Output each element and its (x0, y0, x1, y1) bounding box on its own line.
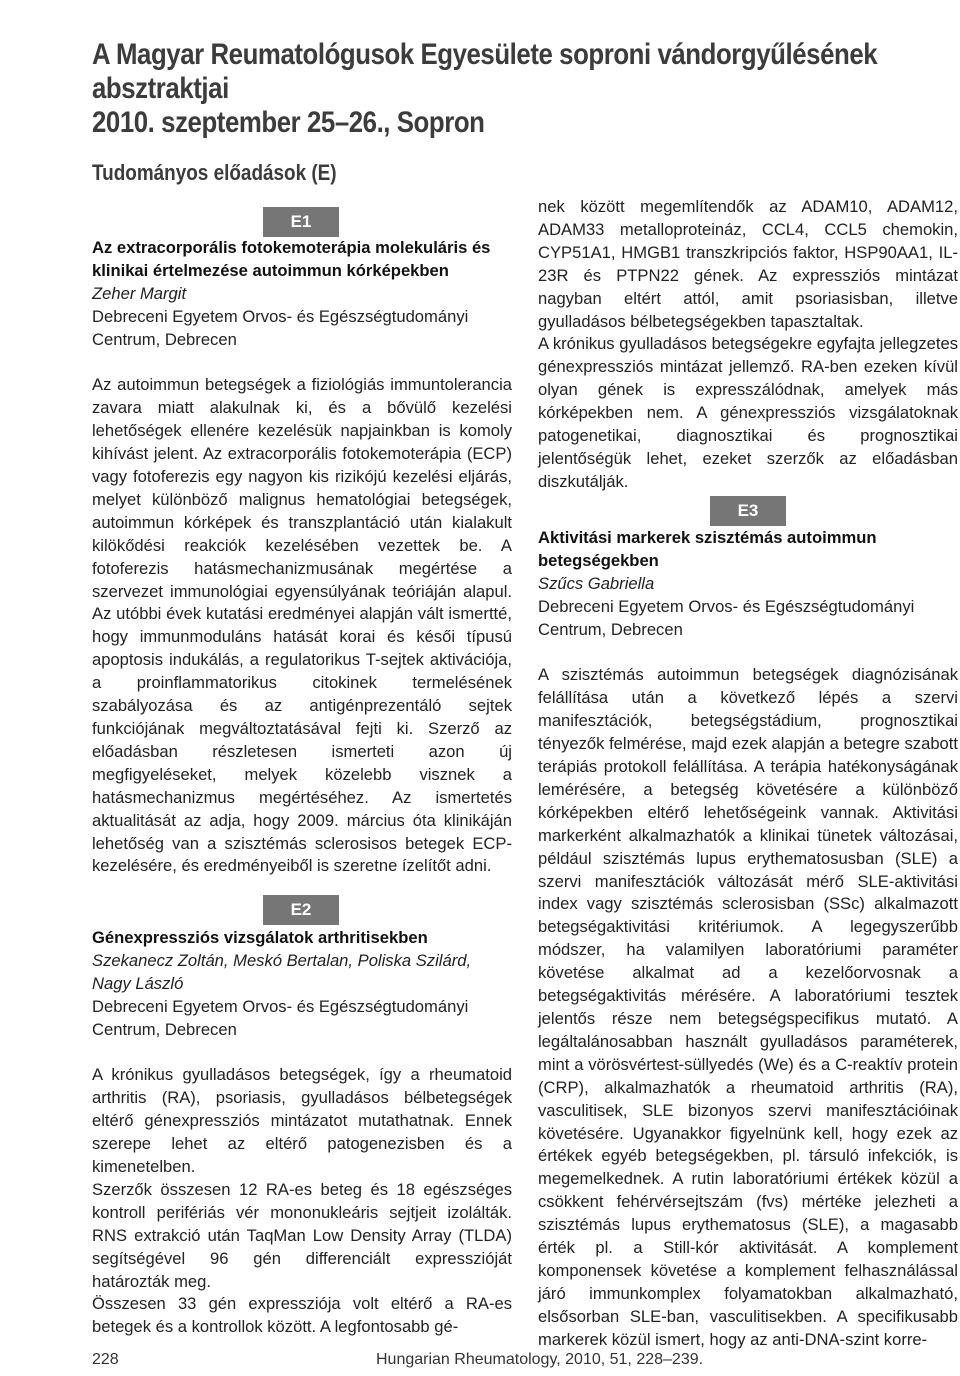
abstract-title: Az extracorporális fotokemoterápia molekuláris és klinikai értelmezése autoimmun kórképekben (92, 238, 491, 280)
header-line-1: A Magyar Reumatológusok Egyesülete soproni vándorgyűlésének (92, 38, 878, 71)
abstract-paragraph: Szerzők összesen 12 RA-es beteg és 18 egészséges kontroll perifériás vér mononukleáris sejtjeit izolálták. RNS extrakció után TaqMan Low Density Array (TLDA) segítségével 96 gén differenciált expresszióját határozták meg. (92, 1179, 512, 1291)
abstract-e2-continued (538, 196, 958, 494)
abstract-badge-e2: E2 (263, 895, 339, 925)
abstract-paragraph: Összesen 33 gén expressziója volt eltérő a RA-es betegek és a kontrollok között. A legfontosabb gé- (92, 1294, 512, 1337)
abstract-e1 (92, 237, 512, 878)
abstract-paragraph: A krónikus gyulladásos betegségekre egyfajta jellegzetes génexpressziós mintázat jellemző. RA-ben ezeken kívül olyan gének is expresszálódnak, amelyek más kórképekben nem. A génexpressziós vizsgálatoknak patogenetikai, diagnosztikai és prognosztikai jelentőségük lehet, ezeket szerzők az előadásban diszkutálják. (538, 334, 958, 491)
journal-citation: Hungarian Rheumatology, 2010, 51, 228–239. (376, 1351, 704, 1368)
abstract-title: Génexpressziós vizsgálatok arthritisekben (92, 928, 428, 947)
abstract-badge-e3: E3 (710, 496, 786, 526)
abstract-author: Zeher Margit (92, 283, 187, 303)
abstract-e2 (92, 927, 512, 1339)
abstract-paragraph: nek között megemlítendők az ADAM10, ADAM12, ADAM33 metalloproteináz, CCL4, CCL5 chemokin, CYP51A1, HMGB1 transzkripciós faktor, HSP90AA1, IL-23R és PTPN22 gének. Az expressziós mintázat nagyban eltért attól, amit psoriasisban, illetve gyulladásos bélbetegségekben tapasztaltak. (538, 197, 958, 331)
abstract-e3 (538, 527, 958, 1352)
abstract-title: Aktivitási markerek szisztémás autoimmun betegségekben (538, 528, 877, 570)
header-line-2: absztraktjai (92, 72, 229, 105)
journal-header-title (92, 38, 878, 140)
abstract-badge-e1: E1 (263, 207, 339, 237)
abstract-affiliation: Debreceni Egyetem Orvos- és Egészségtudományi Centrum, Debrecen (92, 306, 469, 349)
abstract-author: Szekanecz Zoltán, Meskó Bertalan, Poliska Szilárd, Nagy László (92, 950, 472, 993)
page-number: 228 (92, 1351, 119, 1368)
abstract-affiliation: Debreceni Egyetem Orvos- és Egészségtudományi Centrum, Debrecen (92, 996, 469, 1039)
header-line-3: 2010. szeptember 25–26., Sopron (92, 106, 485, 139)
abstract-author: Szűcs Gabriella (538, 573, 655, 593)
abstract-body: Az autoimmun betegségek a fiziológiás immuntolerancia zavara miatt alakulnak ki, és a bővülő kezelési lehetőségek ellenére kezelésük napjainkban is komoly kihívást jelent. Az extracorporális fotokemoterápia (ECP) vagy fotoferezis egy nagyon kis rizikójú kezelési eljárás, melyet különböző malignus hematológiai betegségek, autoimmun kórképek és transzplantáció után kialakult kilökődési reakciók kezelésében vezettek be. A fotoferezis hatásmechanizmusának megértése a szervezet immunológiai egyensúlyának teóriáján alapul. Az utóbbi évek kutatási eredményei alapján vált ismertté, hogy immunmoduláns hatását korai és késői típusú apoptosis indukálás, a regulatorikus T-sejtek aktivációja, a proinflammatorikus citokinek termelésének szabályozása és az antigénprezentáló sejtek funkciójának megváltoztatásával fejti ki. Szerző az előadásban részletesen ismerteti azon új megfigyeléseket, melyek közelebb visznek a hatásmechanizmus megértéséhez. Az ismertetés aktualitását az adja, hogy 2009. március óta klinikáján lehetőség van a szisztémás sclerosisos betegek ECP-kezelésére, és eredményeiből is szeretne ízelítőt adni. (92, 375, 512, 876)
abstract-body: A szisztémás autoimmun betegségek diagnózisának felállítása után a következő lépés a szervi manifesztációk, betegségstádium, prognosztikai tényezők felmérése, majd ezek alapján a betegre szabott terápiás protokoll felállítása. A terápia hatékonyságának lemérésére, a betegség követésére a különböző kórképekben eltérő lehetőségeink vannak. Aktivitási markerként alkalmazhatók a klinikai tünetek változásai, például szisztémás lupus erythematosusban (SLE) a szervi manifesztációk változását mérő SLE-aktivitási index vagy szisztémás sclerosisban (SSc) alkalmazott betegségaktivitási kritériumok. A legegyszerűbb módszer, ha valamilyen laboratóriumi paraméter követése alkalmat ad a kezelőorvosnak a betegségaktivitás mérésére. A laboratóriumi tesztek jelentős része nem betegségspecifikus mutató. A legáltalánosabban használt gyulladásos paraméterek, mint a vörösvértest-süllyedés (We) és a C-reaktív protein (CRP), alkalmazhatók a rheumatoid arthritis (RA), vasculitisek, SLE bizonyos szervi manifesztációinak követésére. Ugyanakkor figyelnünk kell, hogy ezek az értékek egyéb betegségekben, pl. társuló infekciók, is megemelkednek. A rutin laboratóriumi értékek közül a csökkent fehérvérsejtszám (fvs) mértéke jelezheti a szisztémás lupus erythematosus (SLE), a magasabb érték pl. a Still-kór aktivitását. A komplement komponensek követése a komplement felhasználással járó immunkomplex folyamatokban alkalmazható, elsősorban SLE-ban, vasculitisekben. A specifikusabb markerek közül ismert, hogy az anti-DNA-szint korre- (538, 665, 958, 1349)
abstract-affiliation: Debreceni Egyetem Orvos- és Egészségtudományi Centrum, Debrecen (538, 596, 915, 639)
abstract-paragraph: A krónikus gyulladásos betegségek, így a rheumatoid arthritis (RA), psoriasis, gyulladásos bélbetegségek eltérő génexpressziós mintázatot mutathatnak. Ennek szerepe lehet az eltérő patogenezisben és a kimenetelben. (92, 1065, 512, 1177)
section-title: Tudományos előadások (E) (92, 160, 337, 185)
